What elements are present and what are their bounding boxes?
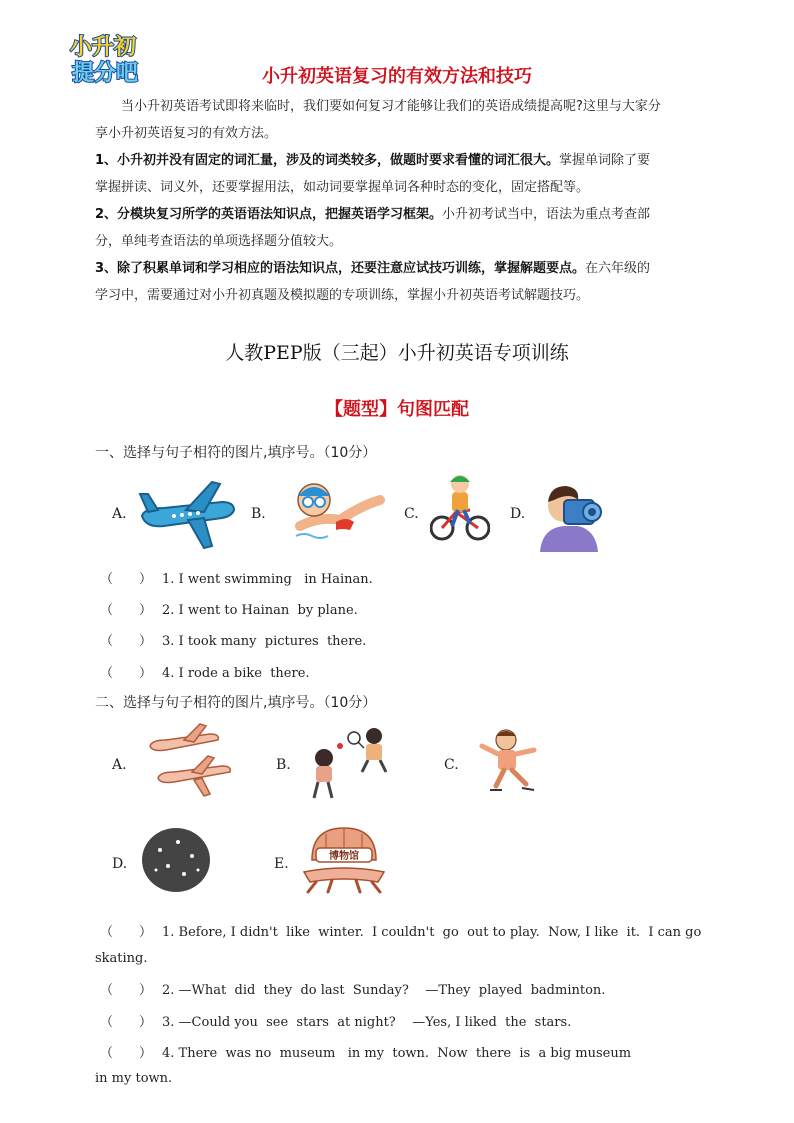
question-text: I went swimming in Hainan. [178, 572, 373, 587]
question-number: 3. [162, 1015, 175, 1030]
badminton-kids-image [300, 724, 392, 802]
answer-blank[interactable]: （ ） [100, 1015, 153, 1030]
airplane-image [134, 478, 238, 550]
question-text: I took many pictures there. [178, 634, 367, 649]
section-1-title: 一、选择与句子相符的图片,填序号。（10分） [95, 445, 377, 461]
s2-question-3 [100, 1011, 571, 1030]
museum-image [298, 824, 390, 896]
s1-option-c-label: C. [404, 506, 419, 522]
tip-3-text: 在六年级的 [585, 261, 651, 276]
s2-question-4 [100, 1042, 631, 1061]
s1-question-2 [100, 599, 358, 618]
tip-1 [95, 147, 701, 201]
s1-option-b-label: B. [251, 506, 266, 522]
section-2-title: 二、选择与句子相符的图片,填序号。（10分） [95, 695, 377, 711]
tip-3 [95, 255, 701, 309]
question-text: —Could you see stars at night? —Yes, I liked the stars. [178, 1015, 572, 1030]
question-number: 1. [162, 925, 175, 940]
s2-option-d-label: D. [112, 856, 128, 872]
answer-blank[interactable]: （ ） [100, 666, 153, 681]
camera-man-image [534, 478, 608, 552]
s2-option-b-label: B. [276, 757, 291, 773]
intro-paragraph [95, 93, 701, 147]
starry-sky-image [140, 826, 212, 894]
s1-question-4 [100, 662, 310, 681]
answer-blank[interactable]: （ ） [100, 983, 153, 998]
tip-2-text: 小升初考试当中，语法为重点考查部 [442, 207, 651, 222]
question-number: 3. [162, 634, 175, 649]
answer-blank[interactable]: （ ） [100, 572, 153, 587]
bike-boy-image [430, 470, 490, 544]
question-number: 4. [162, 1046, 175, 1061]
answer-blank[interactable]: （ ） [100, 925, 153, 940]
svg-text:小升初: 小升初 [70, 35, 137, 60]
question-number: 2. [162, 983, 175, 998]
intro-line-2: 享小升初英语复习的有效方法。 [95, 126, 278, 141]
intro-line-1: 当小升初英语考试即将来临时，我们要如何复习才能够让我们的英语成绩提高呢?这里与大家分 [121, 99, 661, 114]
answer-blank[interactable]: （ ） [100, 1046, 153, 1061]
s1-question-3 [100, 630, 366, 649]
tip-2-line2: 分，单纯考查语法的单项选择题分值较大。 [95, 234, 343, 249]
page-title: 小升初英语复习的有效方法和技巧 [262, 66, 532, 87]
s1-option-a-label: A. [112, 506, 127, 522]
question-text: Before, I didn't like winter. I couldn't go out to play. Now, I like it. I can go [178, 925, 702, 940]
s2-question-2 [100, 979, 605, 998]
question-type-heading: 【题型】句图匹配 [325, 399, 469, 420]
worksheet-heading: 人教PEP版（三起）小升初英语专项训练 [225, 342, 569, 364]
tip-2 [95, 201, 701, 255]
tip-3-line2: 学习中，需要通过对小升初真题及模拟题的专项训练，掌握小升初英语考试解题技巧。 [95, 288, 590, 303]
two-planes-image [144, 722, 234, 798]
s1-question-1 [100, 568, 373, 587]
question-number: 2. [162, 603, 175, 618]
s2-question-1-continued: skating. [95, 951, 148, 966]
s2-question-1 [100, 921, 701, 940]
s2-option-e-label: E. [274, 856, 289, 872]
question-text: I went to Hainan by plane. [178, 603, 358, 618]
s2-question-4-continued: in my town. [95, 1071, 173, 1086]
s1-option-d-label: D. [510, 506, 526, 522]
s2-option-c-label: C. [444, 757, 459, 773]
question-text: I rode a bike there. [178, 666, 310, 681]
s2-option-a-label: A. [112, 757, 127, 773]
skating-boy-image [476, 724, 550, 800]
svg-text:提分吧: 提分吧 [72, 61, 139, 86]
swimming-boy-image [290, 476, 386, 546]
tip-3-bold: 3、除了积累单词和学习相应的语法知识点，还要注意应试技巧训练，掌握解题要点。 [95, 261, 586, 276]
question-number: 4. [162, 666, 175, 681]
question-number: 1. [162, 572, 175, 587]
tip-1-line2: 掌握拼读、词义外，还要掌握用法，如动词要掌握单词各种时态的变化，固定搭配等。 [95, 180, 590, 195]
answer-blank[interactable]: （ ） [100, 634, 153, 649]
museum-sign: 博物馆 [329, 851, 359, 862]
tip-1-text: 掌握单词除了要 [559, 153, 651, 168]
tip-1-bold: 1、小升初并没有固定的词汇量，涉及的词类较多，做题时要求看懂的词汇很大。 [95, 153, 560, 168]
answer-blank[interactable]: （ ） [100, 603, 153, 618]
tip-2-bold: 2、分模块复习所学的英语语法知识点，把握英语学习框架。 [95, 207, 443, 222]
question-text: There was no museum in my town. Now there is a big museum [178, 1046, 632, 1061]
question-text: —What did they do last Sunday? —They played badminton. [178, 983, 606, 998]
